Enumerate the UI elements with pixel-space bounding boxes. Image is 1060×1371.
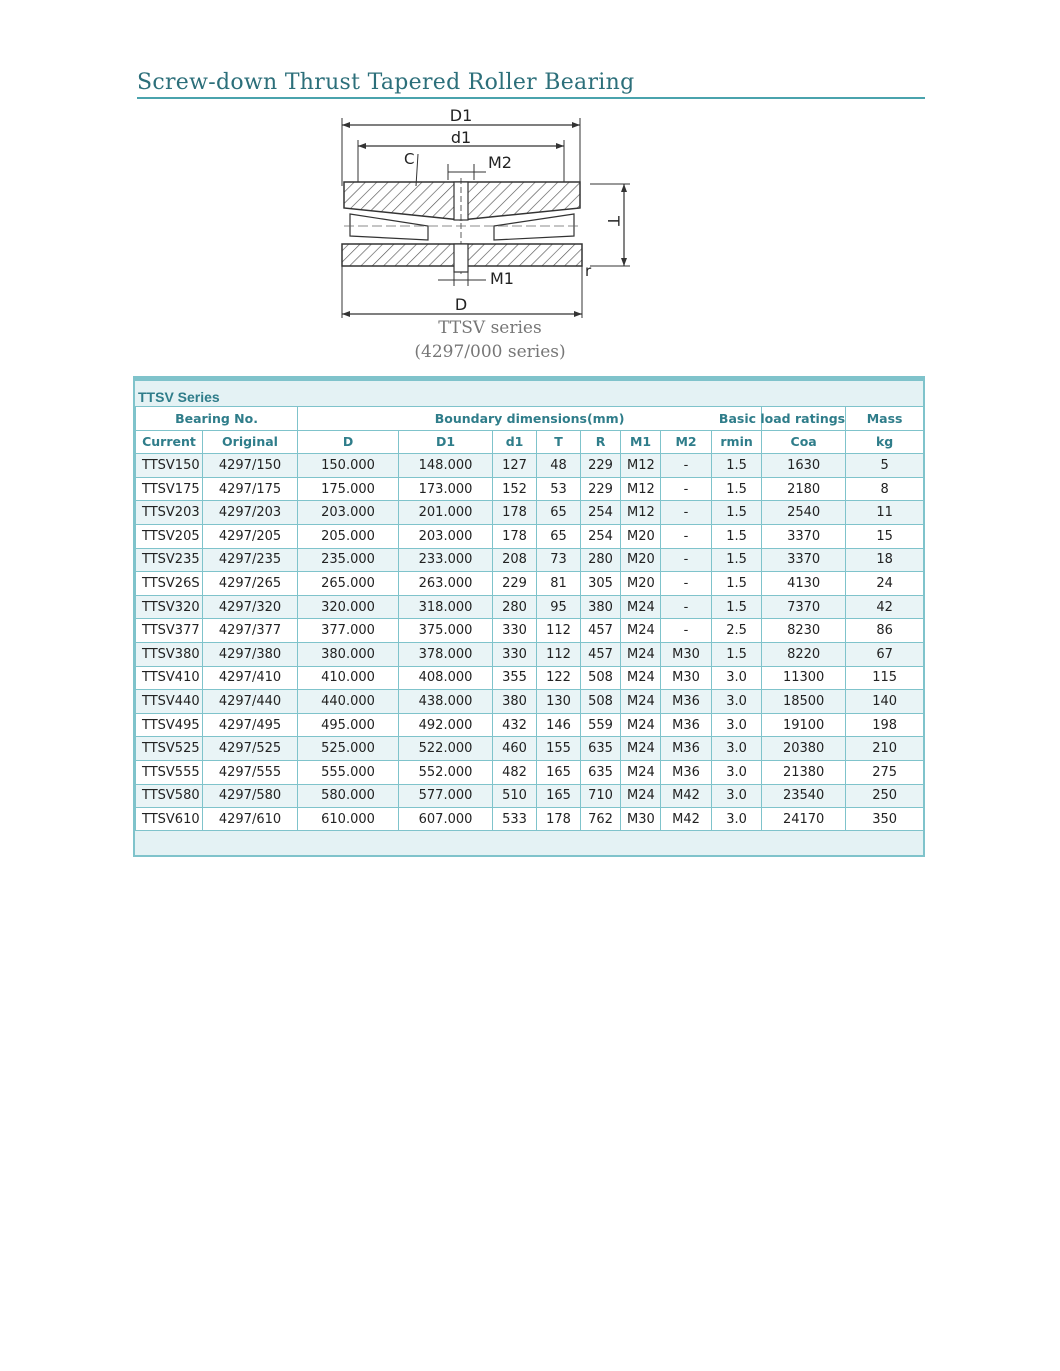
table-cell: 73 bbox=[537, 548, 581, 572]
figure-caption-series: TTSV series bbox=[438, 318, 542, 338]
table-cell: 375.000 bbox=[399, 619, 493, 643]
table-cell: - bbox=[661, 477, 712, 501]
table-cell: 165 bbox=[537, 760, 581, 784]
table-cell: 254 bbox=[581, 501, 621, 525]
table-cell: 482 bbox=[493, 760, 537, 784]
table-cell: M24 bbox=[621, 619, 661, 643]
table-row bbox=[136, 642, 924, 666]
table-cell: TTSV555 bbox=[136, 760, 203, 784]
table-cell: 1.5 bbox=[712, 572, 762, 596]
table-cell: 1.5 bbox=[712, 642, 762, 666]
table-cell: TTSV610 bbox=[136, 808, 203, 832]
table-cell: 457 bbox=[581, 619, 621, 643]
table-cell: 173.000 bbox=[399, 477, 493, 501]
table-cell: M12 bbox=[621, 501, 661, 525]
table-cell: 112 bbox=[537, 642, 581, 666]
table-cell: 522.000 bbox=[399, 737, 493, 761]
table-cell: 115 bbox=[846, 666, 924, 690]
table-cell: 3370 bbox=[762, 548, 846, 572]
table-cell: 380.000 bbox=[298, 642, 399, 666]
table-cell: 4297/235 bbox=[203, 548, 298, 572]
table-row bbox=[136, 808, 924, 832]
table-row bbox=[136, 690, 924, 714]
table-cell: M24 bbox=[621, 737, 661, 761]
table-row bbox=[136, 784, 924, 808]
table-cell: M30 bbox=[661, 642, 712, 666]
table-cell: 552.000 bbox=[399, 760, 493, 784]
column-header: T bbox=[537, 430, 581, 454]
table-cell: TTSV410 bbox=[136, 666, 203, 690]
table-cell: 67 bbox=[846, 642, 924, 666]
table-cell: 4297/203 bbox=[203, 501, 298, 525]
table-cell: M42 bbox=[661, 784, 712, 808]
table-cell: 81 bbox=[537, 572, 581, 596]
table-cell: 559 bbox=[581, 713, 621, 737]
table-cell: TTSV203 bbox=[136, 501, 203, 525]
column-header-row bbox=[136, 430, 924, 454]
header-boundary-dimensions: Boundary dimensions(mm) bbox=[298, 407, 762, 431]
table-cell: 410.000 bbox=[298, 666, 399, 690]
column-header: rmin bbox=[712, 430, 762, 454]
table-cell: 275 bbox=[846, 760, 924, 784]
table-cell: 378.000 bbox=[399, 642, 493, 666]
table-cell: 380 bbox=[581, 595, 621, 619]
table-cell: 65 bbox=[537, 501, 581, 525]
column-header: Original bbox=[203, 430, 298, 454]
table-cell: 201.000 bbox=[399, 501, 493, 525]
table-cell: 112 bbox=[537, 619, 581, 643]
table-cell: 95 bbox=[537, 595, 581, 619]
table-cell: 4297/377 bbox=[203, 619, 298, 643]
column-header: D1 bbox=[399, 430, 493, 454]
table-cell: 3370 bbox=[762, 524, 846, 548]
table-cell: M36 bbox=[661, 690, 712, 714]
table-cell: 4297/610 bbox=[203, 808, 298, 832]
table-cell: 460 bbox=[493, 737, 537, 761]
bearing-table-panel bbox=[133, 376, 925, 857]
table-cell: 4297/580 bbox=[203, 784, 298, 808]
column-header: Current bbox=[136, 430, 203, 454]
header-bearing-no: Bearing No. bbox=[136, 407, 298, 431]
table-cell: 229 bbox=[493, 572, 537, 596]
table-row bbox=[136, 666, 924, 690]
table-cell: M12 bbox=[621, 454, 661, 478]
table-body bbox=[136, 454, 924, 855]
label-D1: D1 bbox=[449, 106, 473, 125]
table-cell: 1630 bbox=[762, 454, 846, 478]
table-cell: 580.000 bbox=[298, 784, 399, 808]
column-header: R bbox=[581, 430, 621, 454]
table-cell: 4297/440 bbox=[203, 690, 298, 714]
label-C: C bbox=[404, 150, 415, 168]
table-footer-bar bbox=[135, 830, 923, 855]
table-cell: 208 bbox=[493, 548, 537, 572]
table-cell: 1.5 bbox=[712, 501, 762, 525]
table-cell: 330 bbox=[493, 619, 537, 643]
label-r: r bbox=[585, 262, 592, 280]
table-cell: 635 bbox=[581, 760, 621, 784]
table-cell: 1.5 bbox=[712, 524, 762, 548]
table-cell: 555.000 bbox=[298, 760, 399, 784]
table-row bbox=[136, 524, 924, 548]
table-cell: 11300 bbox=[762, 666, 846, 690]
table-cell: 146 bbox=[537, 713, 581, 737]
table-cell: M20 bbox=[621, 548, 661, 572]
table-cell: 607.000 bbox=[399, 808, 493, 832]
table-cell: TTSV380 bbox=[136, 642, 203, 666]
table-cell: 24170 bbox=[762, 808, 846, 832]
table-cell: 7370 bbox=[762, 595, 846, 619]
table-cell: 280 bbox=[493, 595, 537, 619]
table-cell: 4297/175 bbox=[203, 477, 298, 501]
label-T: T bbox=[604, 216, 623, 226]
column-header: M1 bbox=[621, 430, 661, 454]
table-cell: 610.000 bbox=[298, 808, 399, 832]
table-row bbox=[136, 619, 924, 643]
table-cell: M42 bbox=[661, 808, 712, 832]
table-cell: 265.000 bbox=[298, 572, 399, 596]
table-cell: 53 bbox=[537, 477, 581, 501]
table-cell: 48 bbox=[537, 454, 581, 478]
table-cell: 3.0 bbox=[712, 713, 762, 737]
table-cell: 3.0 bbox=[712, 737, 762, 761]
table-cell: 3.0 bbox=[712, 760, 762, 784]
table-cell: 4297/265 bbox=[203, 572, 298, 596]
series-header-bar bbox=[135, 378, 923, 406]
column-header: d1 bbox=[493, 430, 537, 454]
table-cell: 380 bbox=[493, 690, 537, 714]
table-cell: 408.000 bbox=[399, 666, 493, 690]
series-title: TTSV Series bbox=[138, 389, 220, 405]
bearing-cross-section-diagram bbox=[330, 104, 630, 319]
table-cell: M36 bbox=[661, 713, 712, 737]
label-d1: d1 bbox=[450, 128, 472, 147]
group-header-row bbox=[136, 407, 924, 431]
table-cell: 4297/555 bbox=[203, 760, 298, 784]
table-cell: 8220 bbox=[762, 642, 846, 666]
table-cell: 495.000 bbox=[298, 713, 399, 737]
table-cell: TTSV175 bbox=[136, 477, 203, 501]
table-cell: 3.0 bbox=[712, 666, 762, 690]
figure-caption-original-series: (4297/000 series) bbox=[414, 342, 566, 362]
table-cell: - bbox=[661, 524, 712, 548]
table-cell: TTSV205 bbox=[136, 524, 203, 548]
table-cell: 762 bbox=[581, 808, 621, 832]
table-cell: TTSV525 bbox=[136, 737, 203, 761]
table-cell: - bbox=[661, 501, 712, 525]
table-cell: 2.5 bbox=[712, 619, 762, 643]
table-cell: 254 bbox=[581, 524, 621, 548]
table-cell: 350 bbox=[846, 808, 924, 832]
table-row bbox=[136, 760, 924, 784]
column-header: D bbox=[298, 430, 399, 454]
table-cell: - bbox=[661, 595, 712, 619]
table-cell: 178 bbox=[493, 501, 537, 525]
table-cell: 140 bbox=[846, 690, 924, 714]
table-cell: TTSV440 bbox=[136, 690, 203, 714]
column-header: M2 bbox=[661, 430, 712, 454]
header-mass: Mass bbox=[846, 407, 924, 431]
table-cell: 440.000 bbox=[298, 690, 399, 714]
table-cell: 148.000 bbox=[399, 454, 493, 478]
table-row bbox=[136, 454, 924, 478]
table-cell: 178 bbox=[537, 808, 581, 832]
table-row bbox=[136, 501, 924, 525]
table-cell: 19100 bbox=[762, 713, 846, 737]
table-cell: 263.000 bbox=[399, 572, 493, 596]
label-D: D bbox=[454, 295, 468, 314]
table-cell: 4297/380 bbox=[203, 642, 298, 666]
table-cell: 3.0 bbox=[712, 808, 762, 832]
label-M2: M2 bbox=[488, 153, 512, 172]
table-cell: 18 bbox=[846, 548, 924, 572]
table-cell: M24 bbox=[621, 595, 661, 619]
table-cell: M20 bbox=[621, 524, 661, 548]
table-cell: TTSV580 bbox=[136, 784, 203, 808]
table-cell: M24 bbox=[621, 642, 661, 666]
table-cell: M30 bbox=[661, 666, 712, 690]
table-cell: M20 bbox=[621, 572, 661, 596]
table-cell: M24 bbox=[621, 760, 661, 784]
table-cell: TTSV320 bbox=[136, 595, 203, 619]
column-header: kg bbox=[846, 430, 924, 454]
table-cell: 4297/150 bbox=[203, 454, 298, 478]
table-cell: - bbox=[661, 454, 712, 478]
table-cell: 8 bbox=[846, 477, 924, 501]
table-cell: M36 bbox=[661, 737, 712, 761]
table-cell: 2180 bbox=[762, 477, 846, 501]
table-cell: 229 bbox=[581, 454, 621, 478]
table-cell: 377.000 bbox=[298, 619, 399, 643]
table-cell: 250 bbox=[846, 784, 924, 808]
table-row bbox=[136, 737, 924, 761]
table-cell: 20380 bbox=[762, 737, 846, 761]
table-cell: 122 bbox=[537, 666, 581, 690]
table-cell: 330 bbox=[493, 642, 537, 666]
table-cell: 65 bbox=[537, 524, 581, 548]
table-cell: 1.5 bbox=[712, 477, 762, 501]
table-cell: 525.000 bbox=[298, 737, 399, 761]
table-cell: 198 bbox=[846, 713, 924, 737]
table-cell: 229 bbox=[581, 477, 621, 501]
label-M1: M1 bbox=[490, 269, 514, 288]
table-cell: 4297/525 bbox=[203, 737, 298, 761]
table-cell: 23540 bbox=[762, 784, 846, 808]
table-cell: 508 bbox=[581, 666, 621, 690]
table-cell: M30 bbox=[621, 808, 661, 832]
table-cell: M24 bbox=[621, 666, 661, 690]
table-cell: 42 bbox=[846, 595, 924, 619]
table-cell: 318.000 bbox=[399, 595, 493, 619]
table-cell: 635 bbox=[581, 737, 621, 761]
table-cell: TTSV377 bbox=[136, 619, 203, 643]
table-cell: 510 bbox=[493, 784, 537, 808]
table-cell: 533 bbox=[493, 808, 537, 832]
table-cell: 1.5 bbox=[712, 595, 762, 619]
table-cell: - bbox=[661, 619, 712, 643]
table-cell: M24 bbox=[621, 690, 661, 714]
table-cell: 457 bbox=[581, 642, 621, 666]
table-cell: 235.000 bbox=[298, 548, 399, 572]
table-cell: TTSV150 bbox=[136, 454, 203, 478]
table-cell: 4297/320 bbox=[203, 595, 298, 619]
table-cell: 492.000 bbox=[399, 713, 493, 737]
table-cell: M24 bbox=[621, 784, 661, 808]
table-cell: 203.000 bbox=[298, 501, 399, 525]
table-cell: 86 bbox=[846, 619, 924, 643]
table-cell: 178 bbox=[493, 524, 537, 548]
table-cell: 18500 bbox=[762, 690, 846, 714]
table-cell: 8230 bbox=[762, 619, 846, 643]
table-cell: 5 bbox=[846, 454, 924, 478]
table-cell: 175.000 bbox=[298, 477, 399, 501]
table-cell: 508 bbox=[581, 690, 621, 714]
table-cell: TTSV26S bbox=[136, 572, 203, 596]
bearing-data-table bbox=[135, 406, 924, 855]
table-cell: 305 bbox=[581, 572, 621, 596]
table-row bbox=[136, 713, 924, 737]
table-cell: 203.000 bbox=[399, 524, 493, 548]
table-cell: 2540 bbox=[762, 501, 846, 525]
table-cell: 710 bbox=[581, 784, 621, 808]
table-row bbox=[136, 572, 924, 596]
table-cell: 130 bbox=[537, 690, 581, 714]
table-cell: 11 bbox=[846, 501, 924, 525]
table-cell: 152 bbox=[493, 477, 537, 501]
table-cell: 438.000 bbox=[399, 690, 493, 714]
page-title: Screw-down Thrust Tapered Roller Bearing bbox=[137, 70, 925, 99]
table-cell: 3.0 bbox=[712, 690, 762, 714]
table-cell: 3.0 bbox=[712, 784, 762, 808]
table-cell: TTSV495 bbox=[136, 713, 203, 737]
table-cell: 4297/495 bbox=[203, 713, 298, 737]
table-cell: M12 bbox=[621, 477, 661, 501]
table-cell: 205.000 bbox=[298, 524, 399, 548]
table-cell: 127 bbox=[493, 454, 537, 478]
table-row bbox=[136, 477, 924, 501]
table-cell: 4130 bbox=[762, 572, 846, 596]
table-cell: 355 bbox=[493, 666, 537, 690]
table-cell: 432 bbox=[493, 713, 537, 737]
table-cell: M24 bbox=[621, 713, 661, 737]
bearing-drawing bbox=[330, 104, 630, 372]
table-cell: 4297/205 bbox=[203, 524, 298, 548]
table-cell: 233.000 bbox=[399, 548, 493, 572]
table-cell: TTSV235 bbox=[136, 548, 203, 572]
table-cell: - bbox=[661, 572, 712, 596]
table-cell: 280 bbox=[581, 548, 621, 572]
table-cell: - bbox=[661, 548, 712, 572]
column-header: Coa bbox=[762, 430, 846, 454]
table-row bbox=[136, 548, 924, 572]
table-row bbox=[136, 595, 924, 619]
header-load-ratings: Basic load ratings bbox=[762, 407, 846, 431]
table-cell: M36 bbox=[661, 760, 712, 784]
table-cell: 155 bbox=[537, 737, 581, 761]
table-cell: 4297/410 bbox=[203, 666, 298, 690]
table-cell: 165 bbox=[537, 784, 581, 808]
table-cell: 1.5 bbox=[712, 548, 762, 572]
table-cell: 1.5 bbox=[712, 454, 762, 478]
table-cell: 24 bbox=[846, 572, 924, 596]
table-cell: 150.000 bbox=[298, 454, 399, 478]
table-cell: 577.000 bbox=[399, 784, 493, 808]
table-cell: 320.000 bbox=[298, 595, 399, 619]
table-cell: 15 bbox=[846, 524, 924, 548]
table-cell: 210 bbox=[846, 737, 924, 761]
table-cell: 21380 bbox=[762, 760, 846, 784]
